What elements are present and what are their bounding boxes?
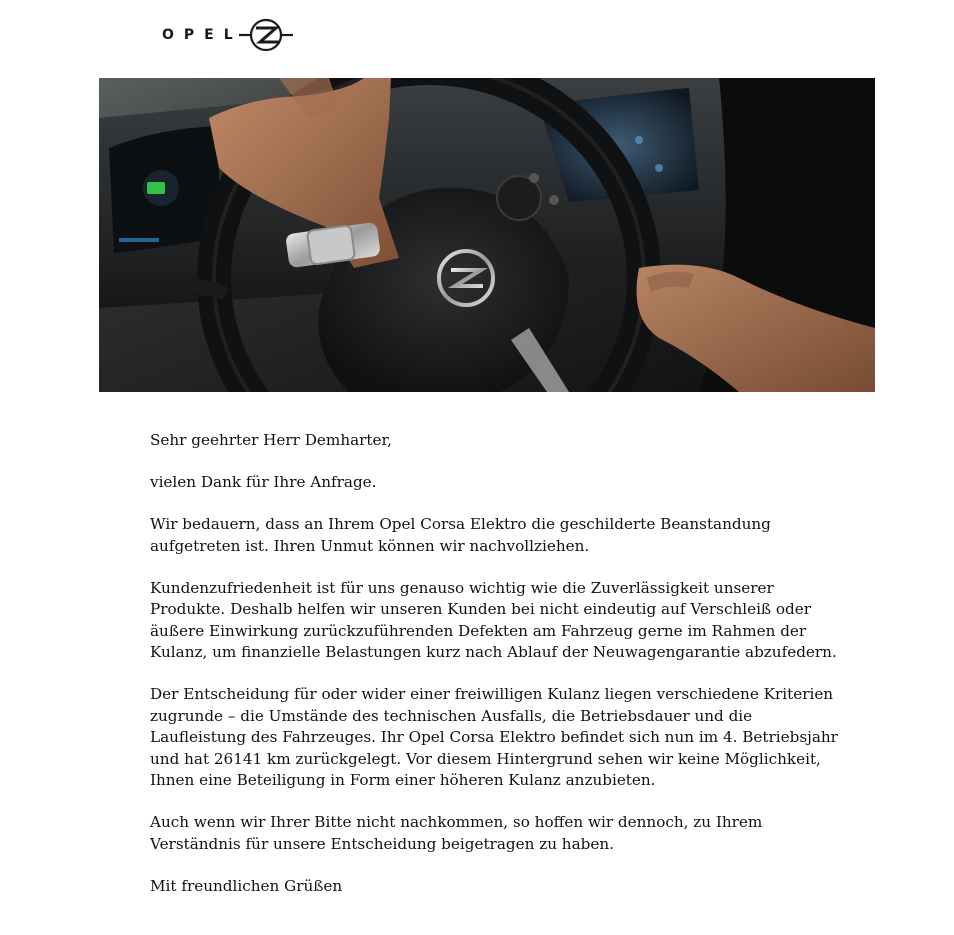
letter-body bbox=[150, 430, 840, 897]
opel-blitz-icon bbox=[239, 16, 293, 54]
paragraph-customer-satisfaction: Kundenzufriedenheit ist für uns genauso wichtig wie die Zuverlässigkeit unserer Produkte. Deshalb helfen wir unseren Kunden bei nicht eindeutig auf Verschleiß oder äußere Einwirkung zurückzuführenden Defekten am Fahrzeug gerne im Rahmen der Kulanz, um finanzielle Belastungen kurz nach Ablauf der Neuwagengarantie abzufedern. bbox=[150, 578, 837, 661]
paragraph-thanks: vielen Dank für Ihre Anfrage. bbox=[150, 473, 377, 491]
paragraph-regret: Wir bedauern, dass an Ihrem Opel Corsa Elektro die geschilderte Beanstandung aufgetreten ist. Ihren Unmut können wir nachvollziehen. bbox=[150, 515, 771, 555]
hero-image bbox=[99, 78, 875, 392]
opel-logo bbox=[162, 16, 293, 54]
closing: Mit freundlichen Grüßen bbox=[150, 876, 343, 895]
brand-name: OPEL bbox=[162, 27, 243, 43]
salutation: Sehr geehrter Herr Demharter, bbox=[150, 431, 392, 449]
steering-wheel-photo bbox=[99, 78, 875, 392]
paragraph-hope: Auch wenn wir Ihrer Bitte nicht nachkommen, so hoffen wir dennoch, zu Ihrem Verständnis für unsere Entscheidung beigetragen zu haben. bbox=[150, 813, 763, 853]
paragraph-decision: Der Entscheidung für oder wider einer freiwilligen Kulanz liegen verschiedene Kriterien zugrunde – die Umstände des technischen Ausfalls, die Betriebsdauer und die Laufleistung des Fahrzeuges. Ihr Opel Corsa Elektro befindet sich nun im 4. Betriebsjahr und hat 26141 km zurückgelegt. Vor diesem Hintergrund sehen wir keine Möglichkeit, Ihnen eine Beteiligung in Form einer höheren Kulanz anzubieten. bbox=[150, 685, 838, 789]
